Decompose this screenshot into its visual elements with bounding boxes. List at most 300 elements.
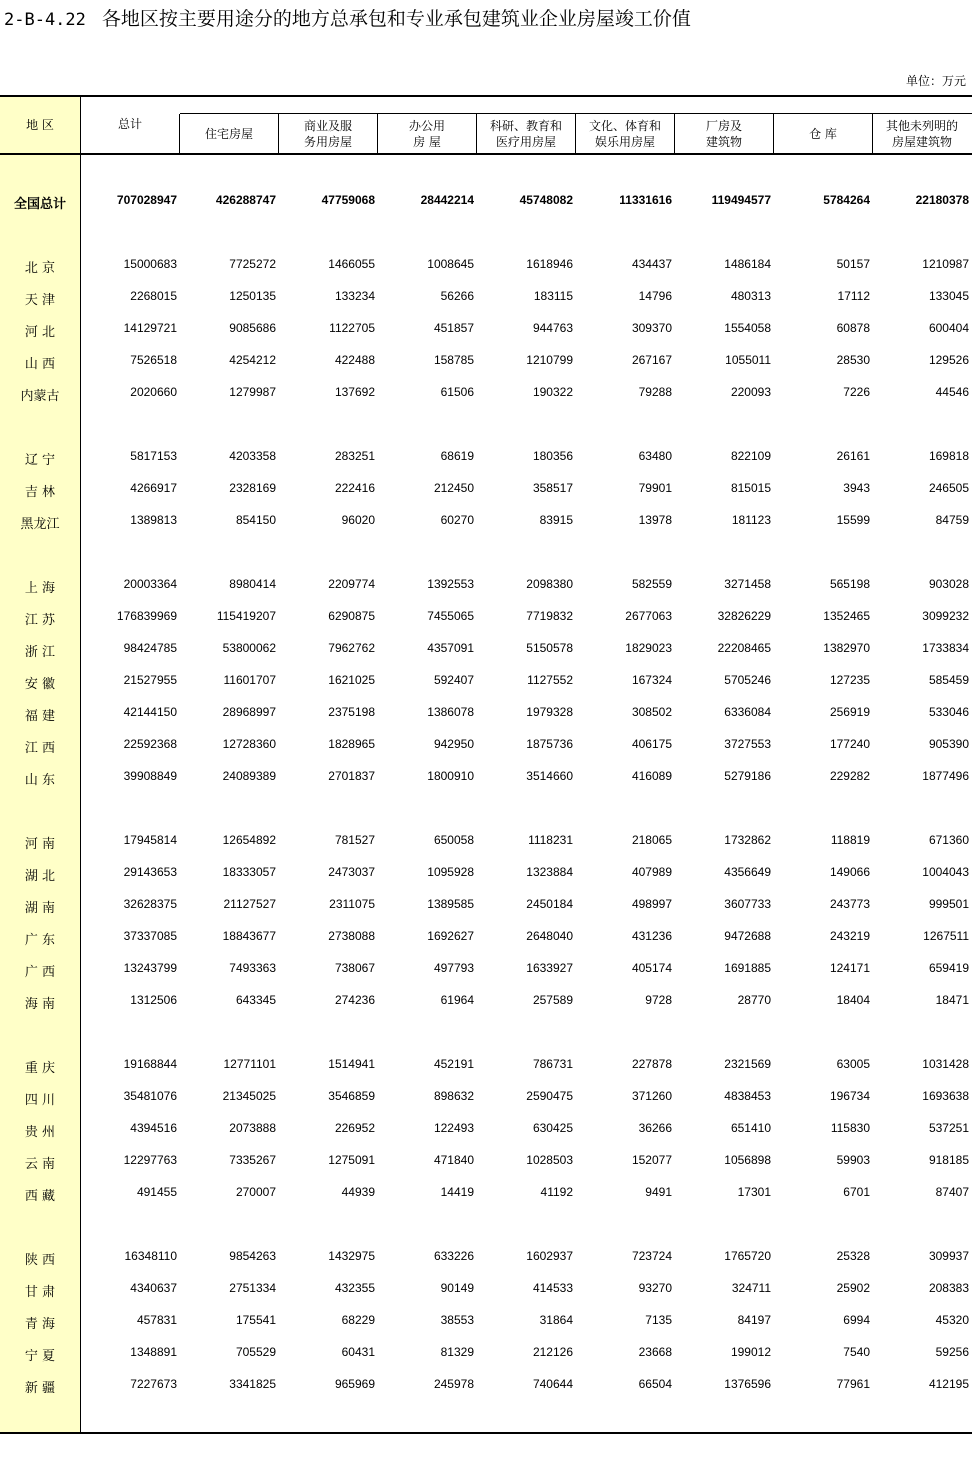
value-cell: 28770 [737, 993, 771, 1007]
value-cell: 3514660 [526, 769, 573, 783]
region-name: 青 海 [24, 1317, 56, 1332]
value-cell: 9854263 [229, 1249, 276, 1263]
region-name: 河 北 [24, 325, 56, 340]
value-cell: 1621025 [328, 673, 375, 687]
value-cell: 124171 [829, 961, 870, 975]
value-cell: 15599 [836, 513, 870, 527]
value-cell: 50157 [836, 257, 870, 271]
value-cell: 41192 [540, 1185, 573, 1199]
value-cell: 122493 [433, 1121, 474, 1135]
value-cell: 2098380 [526, 577, 573, 591]
value-cell: 671360 [928, 833, 969, 847]
value-cell: 1008645 [427, 257, 474, 271]
value-cell: 2321569 [724, 1057, 771, 1071]
value-cell: 87407 [935, 1185, 969, 1199]
value-cell: 2738088 [328, 929, 375, 943]
value-cell: 2450184 [526, 897, 573, 911]
value-cell: 1979328 [526, 705, 573, 719]
total-value-cell: 19168844 [123, 1057, 177, 1071]
value-cell: 630425 [532, 1121, 573, 1135]
value-cell: 1352465 [823, 609, 870, 623]
value-cell: 180356 [532, 449, 573, 463]
value-cell: 1692627 [427, 929, 474, 943]
region-name: 云 南 [24, 1157, 56, 1172]
value-cell: 414533 [532, 1281, 573, 1295]
region-name: 四 川 [24, 1093, 56, 1108]
value-cell: 222416 [334, 481, 375, 495]
value-cell: 2648040 [526, 929, 573, 943]
value-cell: 14419 [440, 1185, 474, 1199]
value-cell: 643345 [235, 993, 276, 1007]
header-other: 其他未列明的 房屋建筑物 [885, 118, 958, 149]
region-name: 甘 肃 [24, 1285, 56, 1300]
value-cell: 1877496 [922, 769, 969, 783]
value-cell: 61506 [440, 385, 474, 399]
value-cell: 79901 [638, 481, 672, 495]
region-name: 辽 宁 [24, 453, 56, 468]
value-cell: 208383 [928, 1281, 969, 1295]
value-cell: 12654892 [222, 833, 276, 847]
value-cell: 3271458 [724, 577, 771, 591]
value-cell: 2677063 [625, 609, 672, 623]
region-name: 陕 西 [24, 1253, 56, 1268]
value-cell: 471840 [433, 1153, 474, 1167]
value-cell: 5150578 [526, 641, 573, 655]
value-cell: 3727553 [724, 737, 771, 751]
value-cell: 270007 [235, 1185, 276, 1199]
value-cell: 565198 [829, 577, 870, 591]
value-cell: 324711 [731, 1281, 771, 1295]
value-cell: 1267511 [923, 929, 969, 943]
value-cell: 1389585 [427, 897, 474, 911]
value-cell: 650058 [433, 833, 474, 847]
table-title: 各地区按主要用途分的地方总承包和专业承包建筑业企业房屋竣工价值 [101, 8, 691, 30]
value-cell: 158785 [433, 353, 474, 367]
value-cell: 1386078 [427, 705, 474, 719]
value-cell: 11331616 [619, 193, 672, 207]
value-cell: 45748082 [519, 193, 573, 207]
value-cell: 115419207 [216, 609, 276, 623]
value-cell: 25328 [836, 1249, 870, 1263]
value-cell: 60270 [440, 513, 474, 527]
value-cell: 243219 [829, 929, 870, 943]
value-cell: 7725272 [229, 257, 276, 271]
value-cell: 256919 [829, 705, 870, 719]
value-cell: 309370 [631, 321, 672, 335]
value-cell: 999501 [928, 897, 969, 911]
value-cell: 422488 [334, 353, 375, 367]
value-cell: 267167 [631, 353, 672, 367]
value-cell: 1733834 [922, 641, 969, 655]
value-cell: 68229 [341, 1313, 375, 1327]
value-cell: 406175 [631, 737, 672, 751]
total-value-cell: 7526518 [130, 353, 177, 367]
value-cell: 7135 [645, 1313, 672, 1327]
national-total-label: 全国总计 [13, 197, 66, 212]
value-cell: 1828965 [328, 737, 375, 751]
value-cell: 84759 [935, 513, 969, 527]
region-name: 浙 江 [24, 645, 56, 660]
value-cell: 905390 [928, 737, 969, 751]
value-cell: 358517 [532, 481, 573, 495]
value-cell: 7719832 [526, 609, 573, 623]
value-cell: 133234 [334, 289, 375, 303]
value-cell: 18471 [935, 993, 969, 1007]
value-cell: 9472688 [724, 929, 771, 943]
value-cell: 498997 [631, 897, 672, 911]
value-cell: 600404 [928, 321, 969, 335]
value-cell: 44939 [341, 1185, 375, 1199]
region-name: 黑龙江 [20, 517, 60, 532]
header-residential: 住宅房屋 [204, 126, 253, 141]
value-cell: 79288 [638, 385, 672, 399]
value-cell: 309937 [928, 1249, 969, 1263]
value-cell: 1279987 [229, 385, 276, 399]
value-cell: 903028 [928, 577, 969, 591]
value-cell: 1118231 [528, 833, 573, 847]
value-cell: 196734 [829, 1089, 870, 1103]
value-cell: 1122705 [329, 321, 375, 335]
total-value-cell: 5817153 [130, 449, 177, 463]
value-cell: 3099232 [922, 609, 969, 623]
value-cell: 169818 [928, 449, 969, 463]
value-cell: 53800062 [222, 641, 276, 655]
region-name: 湖 南 [24, 901, 56, 916]
total-value-cell: 98424785 [123, 641, 177, 655]
value-cell: 7335267 [229, 1153, 276, 1167]
region-name: 西 藏 [24, 1189, 56, 1204]
value-cell: 1250135 [229, 289, 276, 303]
value-cell: 705529 [235, 1345, 276, 1359]
total-value-cell: 2268015 [130, 289, 177, 303]
value-cell: 4357091 [427, 641, 474, 655]
region-name: 江 西 [24, 741, 56, 756]
table-code: 2-B-4.22 [4, 10, 86, 30]
value-cell: 1127552 [527, 673, 573, 687]
total-value-cell: 20003364 [123, 577, 177, 591]
value-cell: 738067 [334, 961, 375, 975]
value-cell: 3943 [843, 481, 870, 495]
value-cell: 2590475 [526, 1089, 573, 1103]
value-cell: 426288747 [215, 193, 276, 207]
value-cell: 199012 [730, 1345, 771, 1359]
value-cell: 815015 [730, 481, 771, 495]
value-cell: 1693638 [922, 1089, 969, 1103]
value-cell: 1466055 [328, 257, 375, 271]
value-cell: 4838453 [724, 1089, 771, 1103]
value-cell: 740644 [532, 1377, 573, 1391]
value-cell: 786731 [532, 1057, 573, 1071]
value-cell: 22208465 [717, 641, 771, 655]
region-name: 天 津 [24, 293, 56, 308]
value-cell: 190322 [532, 385, 573, 399]
value-cell: 1055011 [725, 353, 771, 367]
value-cell: 152077 [631, 1153, 672, 1167]
value-cell: 854150 [235, 513, 276, 527]
value-cell: 431236 [631, 929, 672, 943]
region-name: 海 南 [24, 997, 56, 1012]
value-cell: 592407 [433, 673, 474, 687]
region-name: 广 西 [24, 965, 56, 980]
total-value-cell: 7227673 [130, 1377, 177, 1391]
total-value-cell: 29143653 [123, 865, 177, 879]
value-cell: 533046 [928, 705, 969, 719]
value-cell: 1765720 [724, 1249, 771, 1263]
total-value-cell: 12297763 [123, 1153, 177, 1167]
value-cell: 942950 [433, 737, 474, 751]
value-cell: 8980414 [229, 577, 276, 591]
value-cell: 1056898 [724, 1153, 771, 1167]
value-cell: 3546859 [328, 1089, 375, 1103]
value-cell: 6336084 [724, 705, 771, 719]
value-cell: 1323884 [526, 865, 573, 879]
value-cell: 2751334 [229, 1281, 276, 1295]
value-cell: 118819 [830, 833, 870, 847]
value-cell: 36266 [638, 1121, 672, 1135]
total-value-cell: 13243799 [123, 961, 177, 975]
value-cell: 12771101 [223, 1057, 276, 1071]
value-cell: 24089389 [222, 769, 276, 783]
total-value-cell: 2020660 [130, 385, 177, 399]
value-cell: 416089 [631, 769, 672, 783]
header-factory: 厂房及 建筑物 [705, 118, 742, 149]
value-cell: 405174 [631, 961, 672, 975]
total-value-cell: 42144150 [123, 705, 177, 719]
value-cell: 93270 [638, 1281, 672, 1295]
value-cell: 21345025 [222, 1089, 276, 1103]
header-warehouse: 仓 库 [809, 126, 837, 141]
value-cell: 13978 [638, 513, 672, 527]
region-name: 福 建 [24, 709, 56, 724]
page-title [4, 6, 691, 32]
table-top-rule [0, 95, 972, 97]
value-cell: 918185 [928, 1153, 969, 1167]
value-cell: 218065 [631, 833, 672, 847]
value-cell: 582559 [631, 577, 672, 591]
value-cell: 371260 [631, 1089, 672, 1103]
value-cell: 4254212 [229, 353, 276, 367]
value-cell: 119494577 [711, 193, 771, 207]
value-cell: 59256 [935, 1345, 969, 1359]
value-cell: 2073888 [229, 1121, 276, 1135]
value-cell: 32826229 [717, 609, 771, 623]
value-cell: 22180378 [915, 193, 969, 207]
total-value-cell: 1348891 [130, 1345, 177, 1359]
value-cell: 28968997 [222, 705, 276, 719]
total-value-cell: 37337085 [123, 929, 177, 943]
region-name: 内蒙古 [20, 389, 60, 404]
value-cell: 308502 [631, 705, 672, 719]
total-value-cell: 14129721 [123, 321, 177, 335]
total-value-cell: 17945814 [123, 833, 177, 847]
value-cell: 56266 [440, 289, 474, 303]
header-region: 地 区 [26, 118, 54, 132]
value-cell: 83915 [539, 513, 573, 527]
value-cell: 9491 [645, 1185, 672, 1199]
total-value-cell: 491455 [136, 1185, 177, 1199]
value-cell: 63480 [638, 449, 672, 463]
value-cell: 451857 [433, 321, 474, 335]
value-cell: 243773 [829, 897, 870, 911]
value-cell: 2473037 [328, 865, 375, 879]
value-cell: 183115 [533, 289, 573, 303]
region-name: 吉 林 [24, 485, 56, 500]
value-cell: 47759068 [321, 193, 375, 207]
value-cell: 245978 [433, 1377, 474, 1391]
value-cell: 781527 [334, 833, 375, 847]
value-cell: 944763 [532, 321, 573, 335]
value-cell: 1031428 [922, 1057, 969, 1071]
value-cell: 21127527 [223, 897, 276, 911]
total-value-cell: 1312506 [130, 993, 177, 1007]
value-cell: 4203358 [229, 449, 276, 463]
value-cell: 77961 [836, 1377, 870, 1391]
value-cell: 23668 [638, 1345, 672, 1359]
value-cell: 412195 [928, 1377, 969, 1391]
value-cell: 5705246 [724, 673, 771, 687]
value-cell: 66504 [638, 1377, 672, 1391]
value-cell: 1554058 [724, 321, 771, 335]
region-name: 新 疆 [24, 1381, 56, 1396]
unit-label: 单位：万元 [905, 74, 966, 88]
value-cell: 1829023 [625, 641, 672, 655]
value-cell: 226952 [334, 1121, 375, 1135]
value-cell: 14796 [638, 289, 672, 303]
total-value-cell: 16348110 [124, 1249, 177, 1263]
value-cell: 497793 [433, 961, 474, 975]
header-commercial: 商业及服 务用房屋 [303, 118, 352, 149]
value-cell: 651410 [730, 1121, 771, 1135]
value-cell: 44546 [935, 385, 969, 399]
value-cell: 177240 [829, 737, 870, 751]
value-cell: 1095928 [427, 865, 474, 879]
value-cell: 6994 [843, 1313, 870, 1327]
value-cell: 5279186 [724, 769, 771, 783]
value-cell: 220093 [730, 385, 771, 399]
total-value-cell: 4266917 [130, 481, 177, 495]
value-cell: 9085686 [229, 321, 276, 335]
value-cell: 61964 [440, 993, 474, 1007]
region-name: 山 东 [24, 773, 56, 788]
total-value-cell: 35481076 [123, 1089, 177, 1103]
value-cell: 5784264 [823, 193, 870, 207]
value-cell: 1376596 [724, 1377, 771, 1391]
value-cell: 1514941 [328, 1057, 375, 1071]
region-name: 宁 夏 [24, 1349, 56, 1364]
value-cell: 7540 [843, 1345, 870, 1359]
value-cell: 407989 [631, 865, 672, 879]
value-cell: 6290875 [328, 609, 375, 623]
value-cell: 7226 [843, 385, 870, 399]
value-cell: 1210799 [526, 353, 573, 367]
value-cell: 212126 [532, 1345, 573, 1359]
value-cell: 149066 [829, 865, 870, 879]
value-cell: 1732862 [724, 833, 771, 847]
value-cell: 133045 [928, 289, 969, 303]
value-cell: 1602937 [526, 1249, 573, 1263]
value-cell: 537251 [928, 1121, 969, 1135]
value-cell: 1486184 [724, 257, 771, 271]
value-cell: 1800910 [427, 769, 474, 783]
value-cell: 2701837 [328, 769, 375, 783]
value-cell: 7493363 [229, 961, 276, 975]
total-value-cell: 32628375 [123, 897, 177, 911]
value-cell: 274236 [334, 993, 375, 1007]
value-cell: 115830 [830, 1121, 870, 1135]
value-cell: 60878 [836, 321, 870, 335]
value-cell: 18404 [836, 993, 870, 1007]
value-cell: 81329 [440, 1345, 474, 1359]
value-cell: 434437 [631, 257, 672, 271]
value-cell: 659419 [928, 961, 969, 975]
value-cell: 11601707 [223, 673, 276, 687]
value-cell: 84197 [737, 1313, 771, 1327]
value-cell: 7962762 [328, 641, 375, 655]
value-cell: 6701 [843, 1185, 870, 1199]
header-total: 总计 [117, 117, 142, 131]
value-cell: 3341825 [229, 1377, 276, 1391]
region-name: 湖 北 [24, 869, 56, 884]
region-name: 重 庆 [24, 1061, 56, 1076]
value-cell: 1432975 [328, 1249, 375, 1263]
header-bottom-rule [0, 153, 972, 155]
total-value-cell: 176839969 [116, 609, 177, 623]
value-cell: 31864 [539, 1313, 573, 1327]
value-cell: 257589 [532, 993, 573, 1007]
value-cell: 229282 [829, 769, 870, 783]
region-name: 贵 州 [24, 1125, 56, 1140]
total-value-cell: 1389813 [130, 513, 177, 527]
value-cell: 60431 [341, 1345, 375, 1359]
value-cell: 28442214 [420, 193, 474, 207]
value-cell: 1004043 [922, 865, 969, 879]
value-cell: 1618946 [526, 257, 573, 271]
value-cell: 90149 [440, 1281, 474, 1295]
value-cell: 2209774 [328, 577, 375, 591]
value-cell: 1392553 [427, 577, 474, 591]
value-cell: 212450 [433, 481, 474, 495]
value-cell: 1382970 [823, 641, 870, 655]
value-cell: 18843677 [222, 929, 276, 943]
value-cell: 1691885 [724, 961, 771, 975]
value-cell: 898632 [433, 1089, 474, 1103]
total-value-cell: 707028947 [116, 193, 177, 207]
header-research-education: 科研、教育和 医疗用房屋 [489, 118, 562, 149]
value-cell: 452191 [433, 1057, 474, 1071]
value-cell: 25902 [836, 1281, 870, 1295]
value-cell: 480313 [730, 289, 771, 303]
value-cell: 633226 [433, 1249, 474, 1263]
value-cell: 137692 [334, 385, 375, 399]
value-cell: 1028503 [526, 1153, 573, 1167]
header-culture-sports: 文化、体育和 娱乐用房屋 [588, 118, 661, 149]
value-cell: 96020 [341, 513, 375, 527]
value-cell: 1210987 [922, 257, 969, 271]
value-cell: 432355 [334, 1281, 375, 1295]
region-name: 山 西 [24, 357, 56, 372]
value-cell: 3607733 [724, 897, 771, 911]
total-value-cell: 15000683 [123, 257, 177, 271]
header-office: 办公用 房 屋 [408, 118, 445, 149]
value-cell: 1633927 [526, 961, 573, 975]
total-value-cell: 4394516 [130, 1121, 177, 1135]
value-cell: 17112 [837, 289, 870, 303]
value-cell: 68619 [440, 449, 474, 463]
region-name: 安 徽 [24, 677, 56, 692]
value-cell: 129526 [928, 353, 969, 367]
value-cell: 2375198 [328, 705, 375, 719]
value-cell: 18333057 [222, 865, 276, 879]
